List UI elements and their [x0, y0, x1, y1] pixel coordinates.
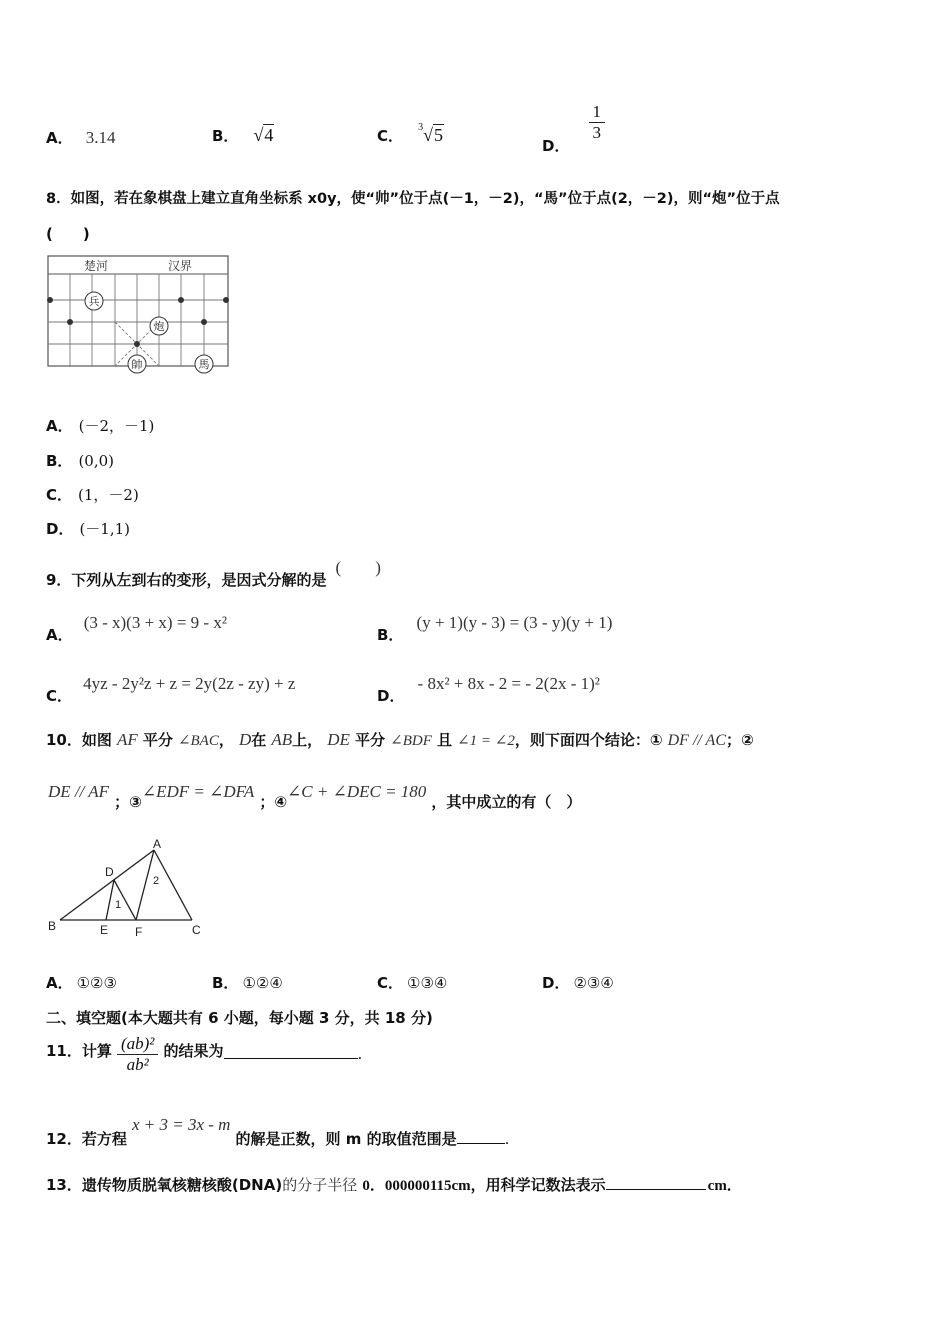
- q10-text-part: ；②: [726, 731, 754, 749]
- piece-soldier-label: 兵: [88, 295, 100, 308]
- option-label: C．: [377, 127, 404, 145]
- q11: [46, 1034, 362, 1075]
- option-label: B．: [212, 974, 239, 992]
- q10-option-a: [46, 972, 117, 993]
- q8-stem: 8．如图，若在象棋盘上建立直角坐标系 x0y，使“帅”位于点(－1，－2)，“馬”位于点(2，－2)，则“炮”位于点: [46, 191, 780, 207]
- option-value: (－1,1): [79, 520, 131, 538]
- option-label: B．: [46, 452, 73, 470]
- fraction: [589, 102, 606, 143]
- q10-text-part: ，: [218, 731, 234, 749]
- math-angle-equality: ∠1 = ∠2: [457, 733, 515, 749]
- math-angle-bdf: ∠BDF: [390, 733, 432, 749]
- option-label: C．: [377, 974, 404, 992]
- vertex-a: A: [153, 837, 162, 851]
- board-header-left: 楚河: [84, 259, 109, 273]
- q9-option-c: [46, 673, 296, 705]
- conclusion-3: ∠EDF = ∠DFA: [141, 782, 255, 801]
- section-heading: 二、填空题(本大题共有 6 小题，每小题 3 分，共 18 分): [46, 1009, 433, 1027]
- option-value: ①②③: [76, 974, 117, 992]
- q11-post: 的结果为: [163, 1042, 224, 1060]
- conclusion-2: DE // AF: [48, 782, 110, 801]
- option-label: D．: [542, 974, 570, 992]
- option-value: (0,0): [78, 452, 114, 470]
- math-d: D: [238, 730, 252, 749]
- q10-option-d: [542, 972, 614, 993]
- option-value: ②③④: [573, 974, 614, 992]
- q10-option-c: [377, 972, 447, 993]
- option-label: C．: [46, 687, 73, 705]
- option-expression: 4yz - 2y²z + z = 2y(2z - zy) + z: [83, 674, 296, 693]
- q10-text-part: ，则下面四个结论：①: [514, 731, 663, 749]
- q9-option-a: [46, 612, 227, 644]
- q9-stem: [46, 553, 381, 589]
- sqrt-expression: [254, 125, 275, 145]
- q12-pre: 12．若方程: [46, 1130, 127, 1148]
- vertex-d: D: [105, 865, 114, 879]
- q10-text-part: 在: [251, 731, 267, 749]
- denominator: ab²: [126, 1055, 149, 1074]
- q12: [46, 1114, 510, 1148]
- q12-end: .: [504, 1130, 510, 1148]
- option-label: B．: [212, 127, 239, 145]
- q9-paren: ( ): [335, 558, 381, 577]
- option-value: (1，－2): [78, 486, 139, 504]
- answer-blank[interactable]: [224, 1044, 358, 1059]
- q7-option-d: [542, 102, 605, 155]
- vertex-c: C: [192, 923, 201, 937]
- q13-mid: 的分子半径: [282, 1176, 358, 1194]
- q12-post: 的解是正数，则 m 的取值范围是: [235, 1130, 457, 1148]
- q13-pre: 13．遗传物质脱氧核糖核酸(DNA): [46, 1176, 283, 1194]
- denominator: 3: [592, 123, 602, 142]
- q7-option-c: [377, 122, 444, 146]
- option-expression: (y + 1)(y - 3) = (3 - y)(y + 1): [416, 613, 613, 632]
- numerator: 1: [589, 102, 606, 123]
- q7-option-a: [46, 127, 115, 148]
- option-value: (－2，－1): [78, 417, 155, 435]
- q10-text-part: ；④: [259, 793, 288, 811]
- q8-paren: ( ): [46, 225, 90, 243]
- vertex-f: F: [135, 925, 143, 939]
- math-angle-bac: ∠BAC: [177, 733, 219, 749]
- q11-end: .: [357, 1045, 363, 1063]
- q13-post: ，用科学记数法表示: [470, 1176, 606, 1194]
- q8-option-a: [46, 415, 154, 436]
- option-expression: - 8x² + 8x - 2 = - 2(2x - 1)²: [417, 674, 600, 693]
- q9-option-b: [377, 612, 613, 644]
- angle-2-label: 2: [153, 875, 160, 887]
- piece-cannon-label: 炮: [153, 320, 165, 333]
- q10-text-part: 10．如图: [46, 731, 112, 749]
- option-value: ①③④: [407, 974, 448, 992]
- q8-option-c: [46, 484, 139, 505]
- option-label: D．: [377, 687, 405, 705]
- q10-stem-line1: [46, 729, 754, 750]
- answer-blank[interactable]: [457, 1129, 505, 1144]
- radicand: 5: [434, 125, 443, 145]
- board-header-right: 汉界: [168, 259, 193, 273]
- option-label: D．: [46, 520, 74, 538]
- piece-horse-label: 馬: [198, 358, 210, 371]
- piece-general-label: 帥: [131, 358, 143, 371]
- conclusion-4: ∠C + ∠DEC = 180: [287, 782, 427, 801]
- q7-option-b: [212, 125, 274, 146]
- q11-fraction: [117, 1034, 158, 1075]
- q10-text-part: 上，: [292, 731, 323, 749]
- vertex-e: E: [100, 923, 109, 937]
- option-label: B．: [377, 626, 404, 644]
- root-index: 3: [418, 122, 424, 133]
- q10-text-part: 平分: [355, 731, 386, 749]
- math-de: DE: [327, 730, 350, 749]
- q13: [46, 1174, 742, 1195]
- q10-stem-line2: [48, 781, 582, 811]
- q9-text: 9．下列从左到右的变形，是因式分解的是: [46, 571, 327, 589]
- q13-end: cm．: [707, 1178, 742, 1194]
- option-label: A．: [46, 974, 73, 992]
- triangle-figure: [44, 834, 214, 942]
- radical-sign: √: [423, 125, 433, 145]
- q10-text-part: 平分: [142, 731, 173, 749]
- q9-option-d: [377, 673, 600, 705]
- q13-number: 0．000000115cm: [362, 1178, 471, 1194]
- chess-board-figure: [44, 254, 244, 378]
- q10-text-part: ，其中成立的有（ ）: [431, 793, 582, 811]
- q10-option-b: [212, 972, 283, 993]
- option-value: 3.14: [85, 128, 116, 147]
- math-af: AF: [116, 730, 138, 749]
- option-label: A．: [46, 626, 73, 644]
- numerator: (ab)²: [117, 1034, 158, 1055]
- answer-blank[interactable]: [606, 1175, 706, 1190]
- option-value: ①②④: [242, 974, 283, 992]
- option-label: A．: [46, 129, 73, 147]
- option-label: C．: [46, 486, 73, 504]
- q12-equation: x + 3 = 3x - m: [131, 1115, 231, 1134]
- q8-option-b: [46, 450, 114, 471]
- math-ab: AB: [271, 730, 293, 749]
- q10-text-part: 且: [436, 731, 452, 749]
- q8-option-d: [46, 518, 130, 539]
- vertex-b: B: [48, 919, 57, 933]
- q11-pre: 11．计算: [46, 1042, 112, 1060]
- angle-1-label: 1: [115, 899, 122, 911]
- radical-sign: √: [253, 125, 264, 145]
- cube-root-expression: [418, 122, 444, 145]
- option-label: A．: [46, 417, 73, 435]
- q10-text-part: ；③: [114, 793, 142, 811]
- option-label: D．: [542, 137, 570, 155]
- option-expression: (3 - x)(3 + x) = 9 - x²: [83, 613, 227, 632]
- radicand: 4: [264, 125, 274, 145]
- conclusion-1: DF // AC: [667, 732, 726, 749]
